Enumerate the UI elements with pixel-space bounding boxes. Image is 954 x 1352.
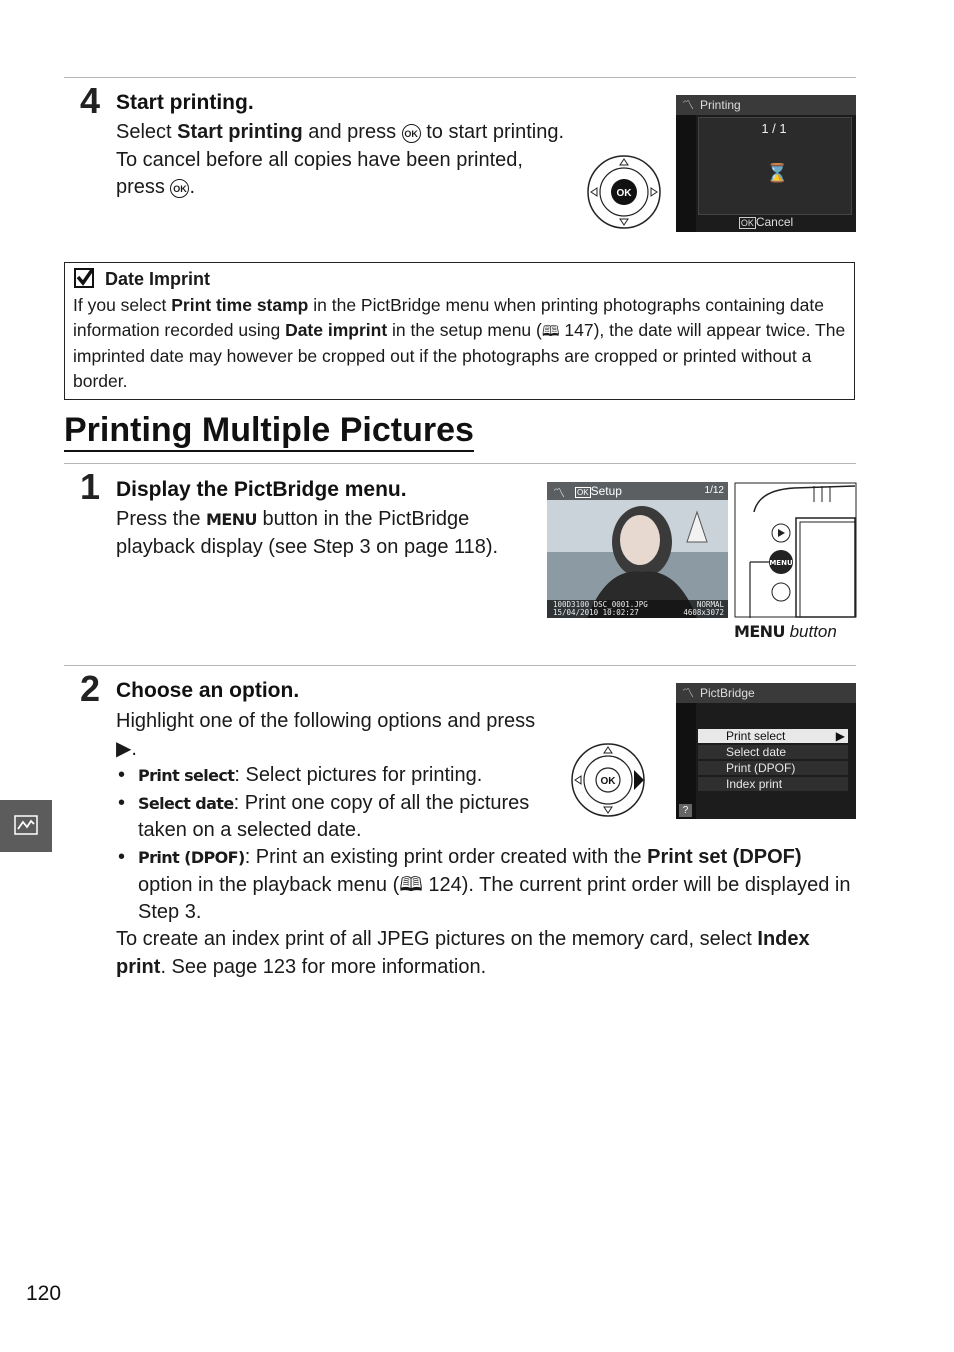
pictbridge-icon: 〽 — [553, 486, 566, 500]
ok-button-icon: OK — [402, 124, 421, 143]
frame-counter: 1/12 — [704, 485, 724, 496]
page-reference-icon: 🕮 — [541, 322, 560, 340]
option-item: • Print (DPOF): Print an existing print order created with the Print set (DPOF) option in the playback menu (🕮 124). The current print order will be displayed in Step 3. — [116, 844, 856, 927]
section-heading: Printing Multiple Pictures — [64, 410, 474, 452]
svg-text:MENU: MENU — [769, 559, 793, 567]
step-intro: Highlight one of the following options and press ▶. — [116, 710, 536, 760]
portrait-photo — [547, 482, 728, 618]
step-number: 1 — [80, 466, 101, 507]
divider — [64, 463, 856, 464]
cancel-label: Cancel — [755, 215, 794, 229]
pictbridge-icon: 〽 — [682, 98, 695, 112]
option-item: • Print select: Select pictures for printing. — [116, 762, 536, 790]
screen-title: Printing — [700, 98, 741, 112]
multi-selector-right-icon — [570, 742, 648, 820]
menu-item-select-date[interactable]: Select date — [698, 745, 848, 759]
print-counter: 1 / 1 — [761, 121, 787, 136]
note-title: Date Imprint — [105, 269, 211, 289]
divider — [64, 665, 856, 666]
checkmark-box-icon — [74, 268, 94, 288]
help-icon: ? — [679, 804, 692, 817]
camera-back-illustration — [734, 482, 857, 618]
divider — [64, 77, 856, 78]
printing-screen — [676, 95, 856, 232]
multi-selector-dial-icon — [586, 154, 664, 232]
size-info: 4608x3072 — [683, 608, 724, 617]
option-item: • Select date: Print one copy of all the pictures taken on a selected date. — [116, 790, 536, 845]
pictbridge-section-tab — [0, 800, 52, 852]
note-body: If you select Print time stamp in the PictBridge menu when printing photographs containing date information recorded using Date imprint in the setup menu (🕮 147), the date will appear twice. The imprinted date may however be cropped out if the photographs are cropped or printed without a border. — [73, 295, 846, 391]
playback-screen — [547, 482, 728, 618]
pictbridge-menu-screen — [676, 683, 856, 819]
svg-text:OK: OK — [616, 188, 632, 199]
pictbridge-icon: 〽 — [682, 686, 695, 700]
step-outro: To create an index print of all JPEG pictures on the memory card, select Index print. See page 123 for more information. — [116, 928, 810, 978]
ok-button-icon: OK — [170, 179, 189, 198]
menu-button-caption: MENU button — [734, 622, 837, 641]
menu-item-print-select[interactable]: Print select ▶ — [698, 729, 848, 743]
svg-text:OK: OK — [600, 776, 616, 787]
step-body: Press the MENU button in the PictBridge playback display (see Step 3 on page 118). — [116, 508, 499, 558]
pictbridge-icon — [0, 800, 52, 852]
date-info: 15/04/2010 10:02:27 — [553, 608, 639, 617]
ok-icon: OK — [740, 218, 754, 228]
hourglass-icon: ⌛ — [766, 163, 789, 183]
file-info: 100D3100 DSC_0001.JPG — [553, 600, 648, 609]
step-number: 2 — [80, 668, 101, 709]
step-title: Display the PictBridge menu. — [116, 478, 407, 501]
ok-icon: OK — [577, 488, 589, 497]
step-body: Select Start printing and press OK to start printing. To cancel before all copies have been printed, press OK . — [116, 121, 565, 198]
menu-item-index-print[interactable]: Index print — [698, 777, 848, 791]
step-number: 4 — [80, 80, 101, 121]
date-imprint-note — [64, 262, 855, 400]
setup-label: Setup — [590, 484, 622, 498]
step-title: Start printing. — [116, 91, 254, 114]
menu-item-print-dpof[interactable]: Print (DPOF) — [698, 761, 848, 775]
quality-info: NORMAL — [696, 600, 724, 609]
right-arrow-icon: ▶ — [835, 729, 845, 743]
step-title: Choose an option. — [116, 679, 300, 702]
page-number: 120 — [26, 1282, 62, 1305]
screen-title: PictBridge — [700, 686, 755, 700]
